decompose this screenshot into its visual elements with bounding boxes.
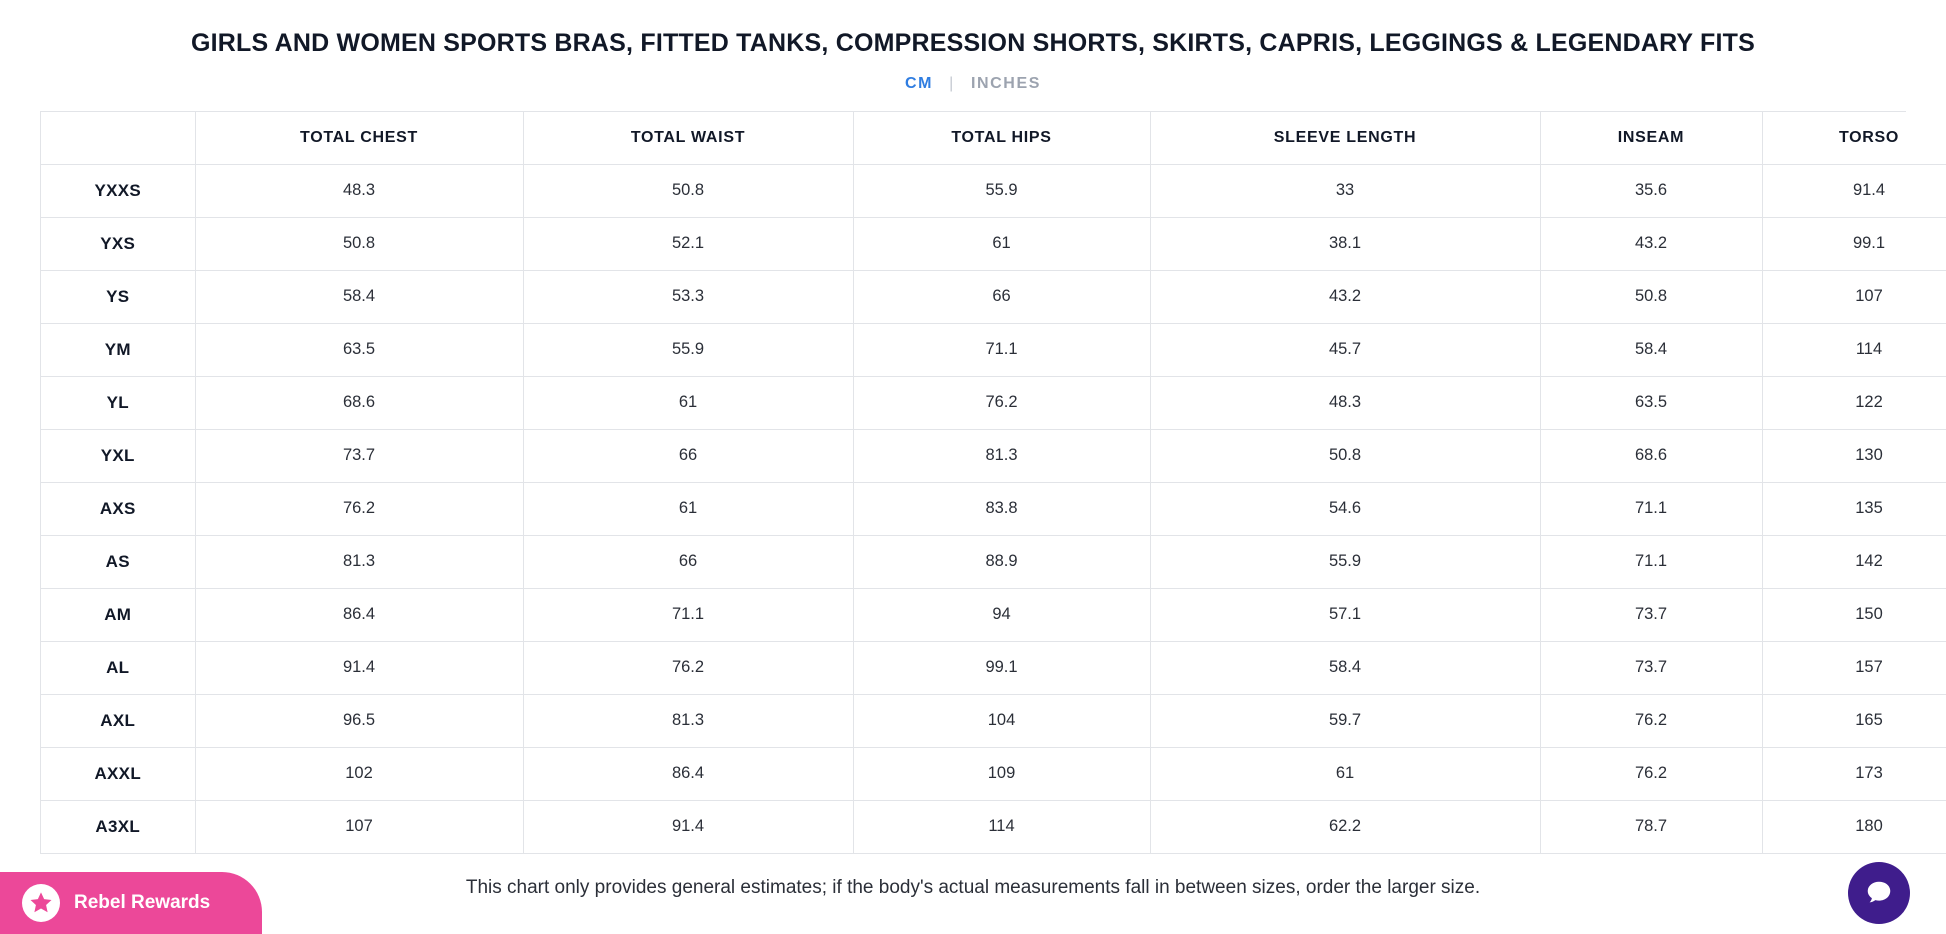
cell-sleeve-length: 54.6 bbox=[1150, 482, 1540, 535]
cell-inseam: 58.4 bbox=[1540, 323, 1762, 376]
row-size-label: YM bbox=[41, 323, 195, 376]
cell-total-waist: 91.4 bbox=[523, 800, 853, 853]
cell-total-hips: 81.3 bbox=[853, 429, 1150, 482]
cell-total-chest: 102 bbox=[195, 747, 523, 800]
cell-total-waist: 52.1 bbox=[523, 217, 853, 270]
cell-total-waist: 81.3 bbox=[523, 694, 853, 747]
cell-total-waist: 61 bbox=[523, 376, 853, 429]
row-size-label: AS bbox=[41, 535, 195, 588]
cell-torso: 135 bbox=[1762, 482, 1946, 535]
footnote-text: This chart only provides general estimates; if the body's actual measurements fall in between sizes, order the larger size. bbox=[465, 876, 1481, 898]
cell-total-chest: 96.5 bbox=[195, 694, 523, 747]
cell-total-waist: 66 bbox=[523, 429, 853, 482]
cell-inseam: 43.2 bbox=[1540, 217, 1762, 270]
cell-inseam: 76.2 bbox=[1540, 694, 1762, 747]
table-row bbox=[41, 429, 1946, 482]
chat-widget-button[interactable] bbox=[1848, 862, 1910, 924]
cell-total-hips: 109 bbox=[853, 747, 1150, 800]
cell-torso: 114 bbox=[1762, 323, 1946, 376]
cell-total-waist: 66 bbox=[523, 535, 853, 588]
cell-torso: 122 bbox=[1762, 376, 1946, 429]
cell-torso: 165 bbox=[1762, 694, 1946, 747]
table-row bbox=[41, 482, 1946, 535]
cell-sleeve-length: 58.4 bbox=[1150, 641, 1540, 694]
unit-cm-option[interactable]: CM bbox=[904, 75, 934, 92]
cell-torso: 150 bbox=[1762, 588, 1946, 641]
row-size-label: AXS bbox=[41, 482, 195, 535]
cell-sleeve-length: 43.2 bbox=[1150, 270, 1540, 323]
cell-total-hips: 104 bbox=[853, 694, 1150, 747]
row-size-label: AXXL bbox=[41, 747, 195, 800]
row-size-label: YXS bbox=[41, 217, 195, 270]
cell-total-waist: 61 bbox=[523, 482, 853, 535]
cell-total-chest: 107 bbox=[195, 800, 523, 853]
cell-total-chest: 86.4 bbox=[195, 588, 523, 641]
cell-total-hips: 94 bbox=[853, 588, 1150, 641]
cell-torso: 157 bbox=[1762, 641, 1946, 694]
cell-total-hips: 55.9 bbox=[853, 164, 1150, 217]
cell-total-hips: 71.1 bbox=[853, 323, 1150, 376]
cell-total-waist: 50.8 bbox=[523, 164, 853, 217]
cell-total-chest: 68.6 bbox=[195, 376, 523, 429]
cell-inseam: 50.8 bbox=[1540, 270, 1762, 323]
cell-sleeve-length: 45.7 bbox=[1150, 323, 1540, 376]
cell-total-chest: 63.5 bbox=[195, 323, 523, 376]
table-row bbox=[41, 164, 1946, 217]
cell-sleeve-length: 55.9 bbox=[1150, 535, 1540, 588]
row-size-label: AXL bbox=[41, 694, 195, 747]
table-row bbox=[41, 217, 1946, 270]
column-header-sleeve-length: SLEEVE LENGTH bbox=[1150, 112, 1540, 164]
rebel-rewards-button[interactable] bbox=[0, 872, 262, 934]
column-header-total-chest: TOTAL CHEST bbox=[195, 112, 523, 164]
cell-inseam: 76.2 bbox=[1540, 747, 1762, 800]
cell-sleeve-length: 50.8 bbox=[1150, 429, 1540, 482]
cell-total-chest: 76.2 bbox=[195, 482, 523, 535]
cell-total-waist: 71.1 bbox=[523, 588, 853, 641]
cell-torso: 130 bbox=[1762, 429, 1946, 482]
cell-torso: 142 bbox=[1762, 535, 1946, 588]
cell-sleeve-length: 48.3 bbox=[1150, 376, 1540, 429]
cell-inseam: 73.7 bbox=[1540, 588, 1762, 641]
cell-sleeve-length: 57.1 bbox=[1150, 588, 1540, 641]
table-row bbox=[41, 747, 1946, 800]
cell-total-hips: 114 bbox=[853, 800, 1150, 853]
cell-total-chest: 91.4 bbox=[195, 641, 523, 694]
cell-total-waist: 55.9 bbox=[523, 323, 853, 376]
cell-total-chest: 81.3 bbox=[195, 535, 523, 588]
row-size-label: YL bbox=[41, 376, 195, 429]
column-header-total-waist: TOTAL WAIST bbox=[523, 112, 853, 164]
star-icon bbox=[22, 884, 60, 922]
cell-total-waist: 53.3 bbox=[523, 270, 853, 323]
row-size-label: AL bbox=[41, 641, 195, 694]
row-size-label: AM bbox=[41, 588, 195, 641]
table-row bbox=[41, 800, 1946, 853]
table-row bbox=[41, 535, 1946, 588]
cell-sleeve-length: 61 bbox=[1150, 747, 1540, 800]
cell-torso: 173 bbox=[1762, 747, 1946, 800]
cell-total-chest: 58.4 bbox=[195, 270, 523, 323]
row-size-label: YXXS bbox=[41, 164, 195, 217]
table-row bbox=[41, 376, 1946, 429]
row-size-label: YS bbox=[41, 270, 195, 323]
cell-total-waist: 86.4 bbox=[523, 747, 853, 800]
cell-total-hips: 99.1 bbox=[853, 641, 1150, 694]
cell-inseam: 68.6 bbox=[1540, 429, 1762, 482]
unit-inches-option[interactable]: INCHES bbox=[970, 75, 1041, 92]
cell-total-waist: 76.2 bbox=[523, 641, 853, 694]
cell-total-chest: 73.7 bbox=[195, 429, 523, 482]
cell-total-hips: 88.9 bbox=[853, 535, 1150, 588]
column-header-torso: TORSO bbox=[1762, 112, 1946, 164]
row-size-label: A3XL bbox=[41, 800, 195, 853]
table-row bbox=[41, 588, 1946, 641]
size-chart-table bbox=[41, 112, 1946, 854]
cell-torso: 91.4 bbox=[1762, 164, 1946, 217]
cell-torso: 99.1 bbox=[1762, 217, 1946, 270]
cell-inseam: 78.7 bbox=[1540, 800, 1762, 853]
cell-inseam: 71.1 bbox=[1540, 535, 1762, 588]
cell-inseam: 63.5 bbox=[1540, 376, 1762, 429]
cell-sleeve-length: 38.1 bbox=[1150, 217, 1540, 270]
cell-total-hips: 66 bbox=[853, 270, 1150, 323]
cell-sleeve-length: 62.2 bbox=[1150, 800, 1540, 853]
cell-inseam: 35.6 bbox=[1540, 164, 1762, 217]
cell-total-chest: 50.8 bbox=[195, 217, 523, 270]
table-row bbox=[41, 323, 1946, 376]
cell-inseam: 71.1 bbox=[1540, 482, 1762, 535]
unit-separator: | bbox=[949, 75, 955, 92]
cell-total-chest: 48.3 bbox=[195, 164, 523, 217]
column-header-inseam: INSEAM bbox=[1540, 112, 1762, 164]
column-header-total-hips: TOTAL HIPS bbox=[853, 112, 1150, 164]
chat-icon bbox=[1864, 878, 1894, 908]
cell-sleeve-length: 33 bbox=[1150, 164, 1540, 217]
cell-total-hips: 83.8 bbox=[853, 482, 1150, 535]
unit-toggle[interactable] bbox=[0, 75, 1946, 93]
row-size-label: YXL bbox=[41, 429, 195, 482]
cell-torso: 180 bbox=[1762, 800, 1946, 853]
size-chart-table-wrapper bbox=[40, 111, 1906, 854]
cell-total-hips: 61 bbox=[853, 217, 1150, 270]
cell-torso: 107 bbox=[1762, 270, 1946, 323]
table-row bbox=[41, 694, 1946, 747]
cell-sleeve-length: 59.7 bbox=[1150, 694, 1540, 747]
page-title: GIRLS AND WOMEN SPORTS BRAS, FITTED TANKS, COMPRESSION SHORTS, SKIRTS, CAPRIS, LEGGINGS & LEGENDARY FITS bbox=[191, 29, 1755, 57]
cell-total-hips: 76.2 bbox=[853, 376, 1150, 429]
table-header-row bbox=[41, 112, 1946, 164]
cell-inseam: 73.7 bbox=[1540, 641, 1762, 694]
table-row bbox=[41, 641, 1946, 694]
table-row bbox=[41, 270, 1946, 323]
rebel-rewards-label: Rebel Rewards bbox=[74, 892, 211, 913]
column-header-size bbox=[41, 112, 195, 164]
